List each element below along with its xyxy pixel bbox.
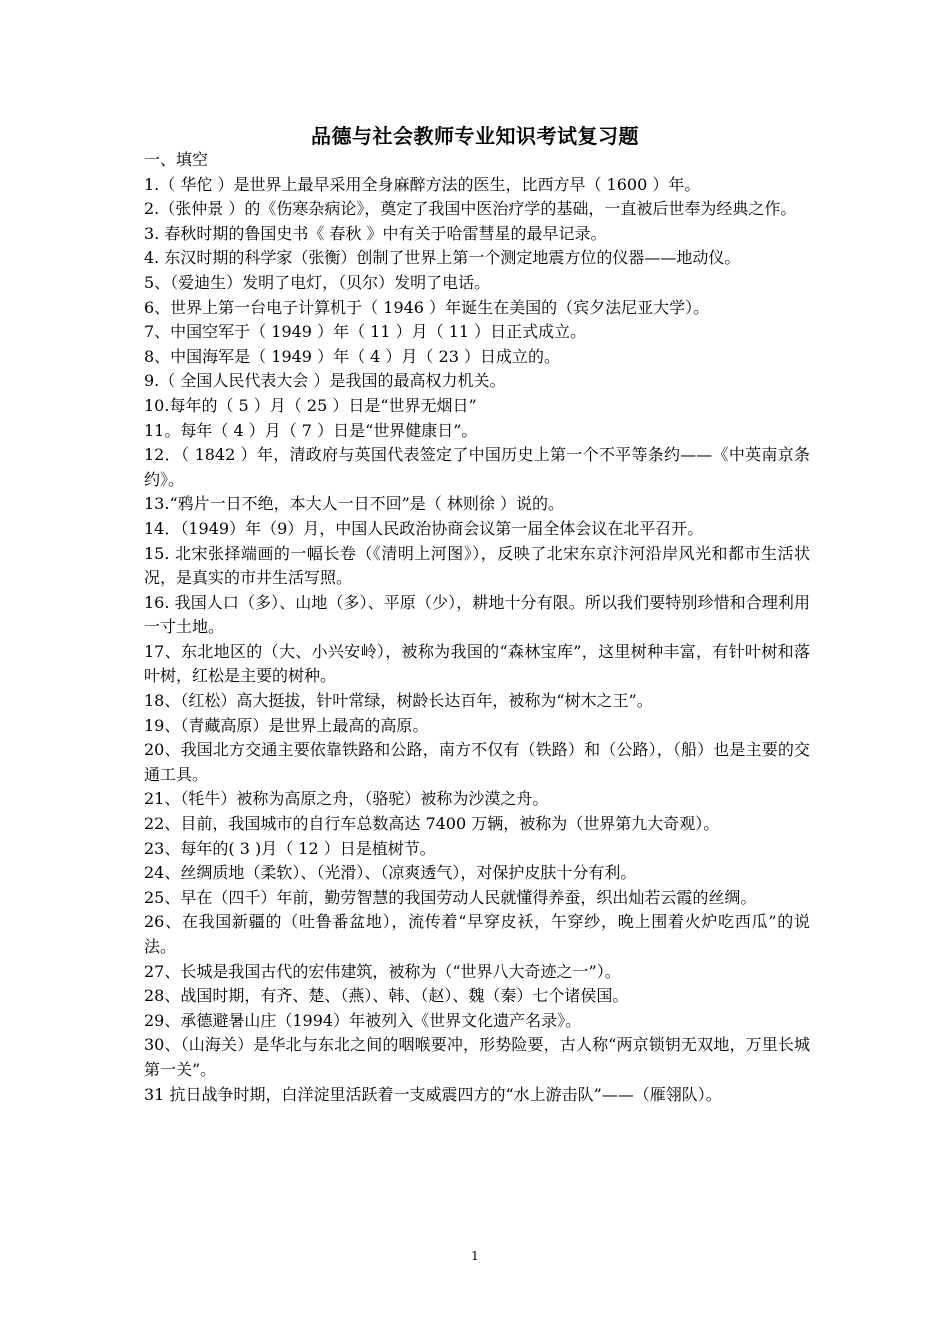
question-item-30: 30、（山海关）是华北与东北之间的咽喉要冲，形势险要，古人称“两京锁钥无双地，万里长城第一关”。 bbox=[144, 1035, 810, 1079]
question-item-5: 5、（爱迪生）发明了电灯，（贝尔）发明了电话。 bbox=[144, 272, 491, 292]
question-item-1: 1.（ 华佗 ）是世界上最早采用全身麻醉方法的医生，比西方早（ 1600 ）年。 bbox=[144, 174, 701, 194]
question-item-24: 24、丝绸质地（柔软）、（光滑）、（凉爽透气），对保护皮肤十分有利。 bbox=[144, 863, 637, 883]
question-item-27: 27、长城是我国古代的宏伟建筑，被称为（“世界八大奇迹之一”）。 bbox=[144, 961, 621, 981]
question-item-20: 20、我国北方交通主要依靠铁路和公路，南方不仅有（铁路）和（公路），（船）也是主要的交通工具。 bbox=[144, 740, 810, 784]
question-item-22: 22、目前，我国城市的自行车总数高达 7400 万辆，被称为（世界第九大奇观）。 bbox=[144, 814, 720, 834]
question-item-25: 25、早在（四千）年前，勤劳智慧的我国劳动人民就懂得养蚕，织出灿若云霞的丝绸。 bbox=[144, 887, 757, 907]
question-item-29: 29、承德避暑山庄（1994）年被列入《世界文化遗产名录》。 bbox=[144, 1010, 582, 1030]
question-item-12: 12．（ 1842 ）年，清政府与英国代表签定了中国历史上第一个不平等条约——《中英南京条约》。 bbox=[144, 445, 810, 489]
question-item-15: 15. 北宋张择端画的一幅长卷（《清明上河图》），反映了北宋东京汴河沿岸风光和都市生活状况，是真实的市井生活写照。 bbox=[144, 543, 810, 588]
question-item-6: 6、世界上第一台电子计算机于（ 1946 ）年诞生在美国的（宾夕法尼亚大学）。 bbox=[144, 297, 710, 317]
question-item-8: 8、中国海军是（ 1949 ）年（ 4 ）月（ 23 ）日成立的。 bbox=[144, 346, 560, 366]
question-item-23: 23、每年的( 3 )月（ 12 ）日是植树节。 bbox=[144, 838, 436, 858]
question-item-19: 19、（青藏高原）是世界上最高的高原。 bbox=[144, 715, 429, 735]
question-item-31: 31 抗日战争时期，白洋淀里活跃着一支威震四方的“水上游击队”——（雁翎队）。 bbox=[144, 1084, 722, 1104]
question-item-3: 3. 春秋时期的鲁国史书《 春秋 》中有关于哈雷彗星的最早记录。 bbox=[144, 223, 607, 243]
question-item-7: 7、中国空军于（ 1949 ）年（ 11 ）月（ 11 ）日正式成立。 bbox=[144, 322, 587, 342]
document-body bbox=[144, 148, 810, 1107]
question-item-28: 28、战国时期，有齐、楚、（燕）、韩、（赵）、魏（秦）七个诸侯国。 bbox=[144, 986, 629, 1006]
question-item-11: 11。每年（ 4 ）月（ 7 ）日是“世界健康日”。 bbox=[144, 420, 478, 440]
question-item-9: 9.（ 全国人民代表大会 ）是我国的最高权力机关。 bbox=[144, 371, 506, 391]
question-item-17: 17、东北地区的（大、小兴安岭），被称为我国的“森林宝库”，这里树种丰富，有针叶树和落叶树，红松是主要的树种。 bbox=[144, 641, 810, 686]
question-item-18: 18、（红松）高大挺拔，针叶常绿，树龄长达百年，被称为“树木之王”。 bbox=[144, 691, 653, 711]
question-item-10: 10.每年的（ 5 ）月（ 25 ）日是“世界无烟日” bbox=[144, 395, 477, 415]
question-item-13: 13.“鸦片一日不绝，本大人一日不回”是（ 林则徐 ）说的。 bbox=[144, 494, 564, 514]
document-title: 品德与社会教师专业知识考试复习题 bbox=[311, 124, 639, 148]
question-item-14: 14．（1949）年（9）月，中国人民政治协商会议第一届全体会议在北平召开。 bbox=[144, 518, 704, 538]
question-item-26: 26、在我国新疆的（吐鲁番盆地），流传着“早穿皮袄，午穿纱，晚上围着火炉吃西瓜”的说法。 bbox=[144, 912, 810, 956]
question-item-16: 16. 我国人口（多）、山地（多）、平原（少），耕地十分有限。所以我们要特别珍惜和合理利用一寸土地。 bbox=[144, 592, 810, 637]
section-heading: 一、填空 bbox=[144, 150, 209, 169]
page-number: 1 bbox=[471, 1249, 479, 1263]
question-item-21: 21、（牦牛）被称为高原之舟，（骆驼）被称为沙漠之舟。 bbox=[144, 789, 549, 809]
question-item-2: 2.（张仲景 ）的《伤寒杂病论》，奠定了我国中医治疗学的基础，一直被后世奉为经典之作。 bbox=[144, 199, 797, 219]
question-item-4: 4. 东汉时期的科学家（张衡）创制了世界上第一个测定地震方位的仪器——地动仪。 bbox=[144, 248, 741, 268]
